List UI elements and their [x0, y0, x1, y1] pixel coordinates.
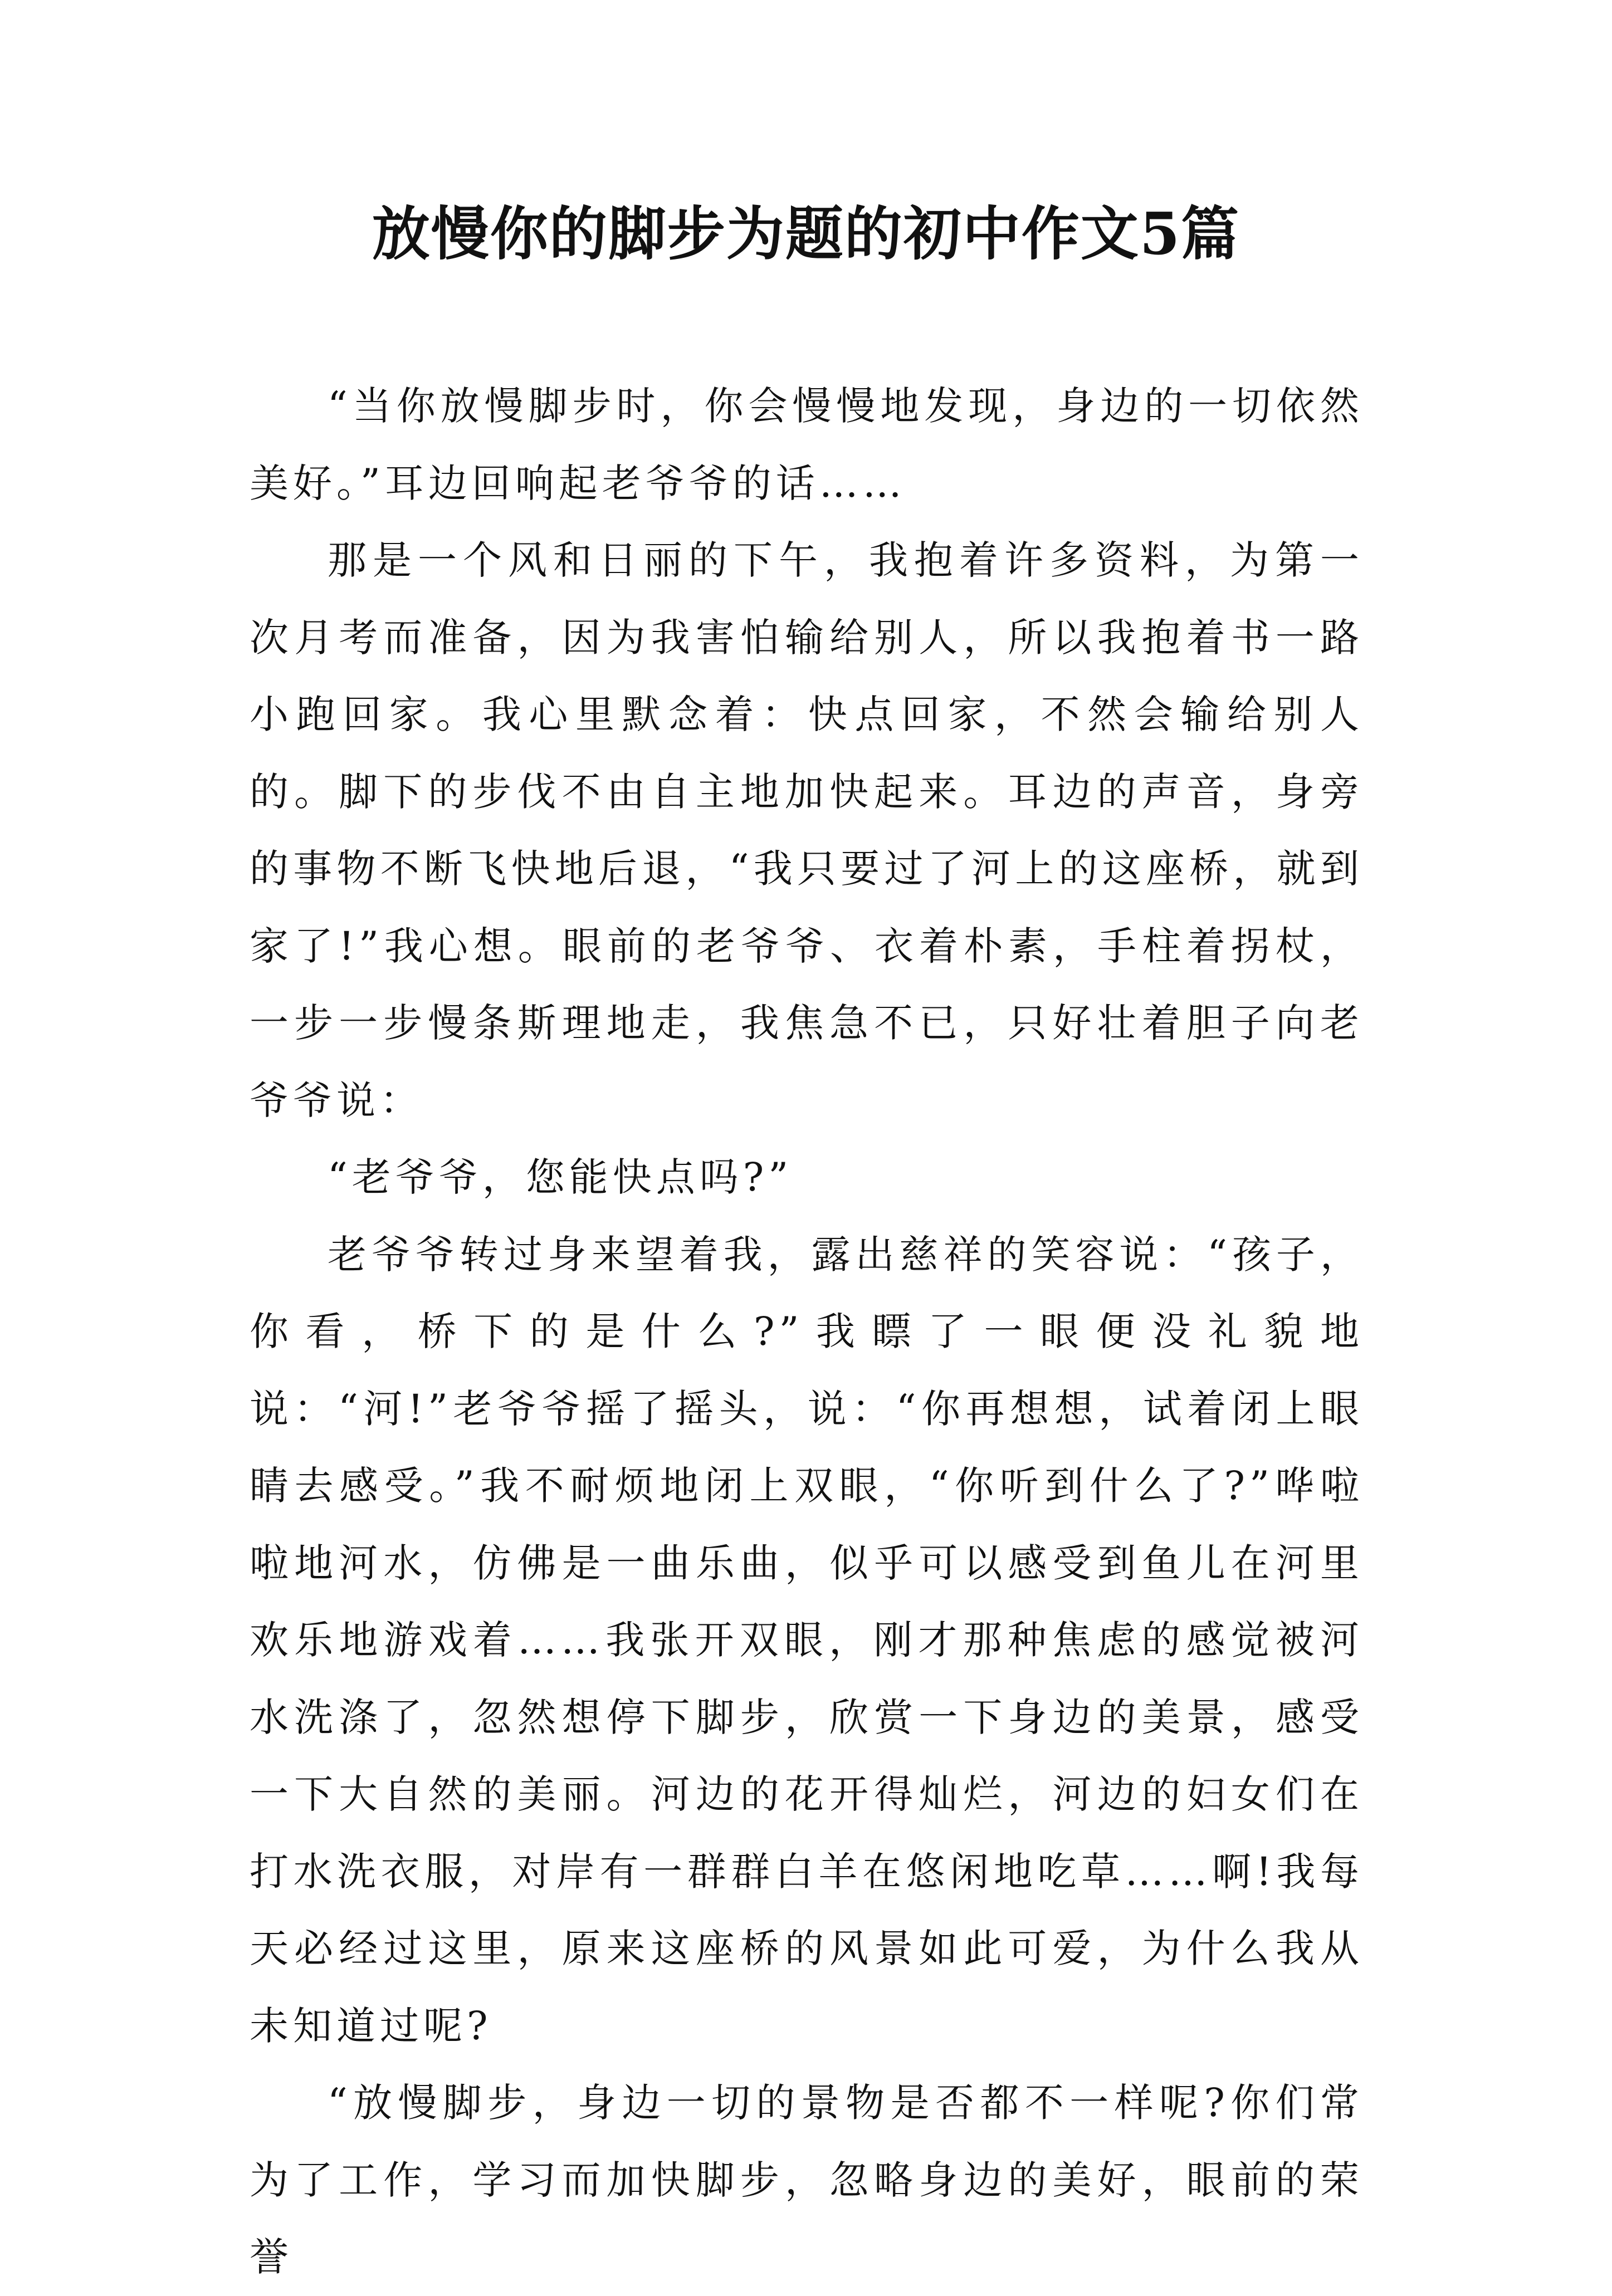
paragraph: 那是一个风和日丽的下午，我抱着许多资料，为第一次月考而准备，因为我害怕输给别人，所以我抱着书一路小跑回家。我心里默念着：快点回家，不然会输给别人的。脚下的步伐不由自主地加快起来。耳边的声音，身旁的事物不断飞快地后退，“我只要过了河上的这座桥，就到家了!”我心想。眼前的老爷爷、衣着朴素，手柱着拐杖，一步一步慢条斯理地走，我焦急不已，只好壮着胆子向老爷爷说： [250, 537, 1364, 1123]
paragraph: “当你放慢脚步时，你会慢慢地发现，身边的一切依然美好。”耳边回响起老爷爷的话…… [250, 383, 1364, 506]
document-body [250, 368, 1364, 2296]
paragraph: “老爷爷，您能快点吗?” [328, 1154, 793, 1200]
document-title: 放慢你的脚步为题的初中作文5篇 [372, 199, 1240, 268]
paragraph: “放慢脚步，身边一切的景物是否都不一样呢?你们常为了工作，学习而加快脚步，忽略身边的美好，眼前的荣誉 [250, 2080, 1364, 2280]
paragraph: 老爷爷转过身来望着我，露出慈祥的笑容说：“孩子，你看，桥下的是什么?”我瞟了一眼便没礼貌地说：“河!”老爷爷摇了摇头，说：“你再想想，试着闭上眼睛去感受。”我不耐烦地闭上双眼，“你听到什么了?”哗啦啦地河水，仿佛是一曲乐曲，似乎可以感受到鱼儿在河里欢乐地游戏着……我张开双眼，刚才那种焦虑的感觉被河水洗涤了，忽然想停下脚步，欣赏一下身边的美景，感受一下大自然的美丽。河边的花开得灿烂，河边的妇女们在打水洗衣服，对岸有一群群白羊在悠闲地吃草……啊!我每天必经过这里，原来这座桥的风景如此可爱，为什么我从未知道过呢? [250, 1231, 1364, 2049]
